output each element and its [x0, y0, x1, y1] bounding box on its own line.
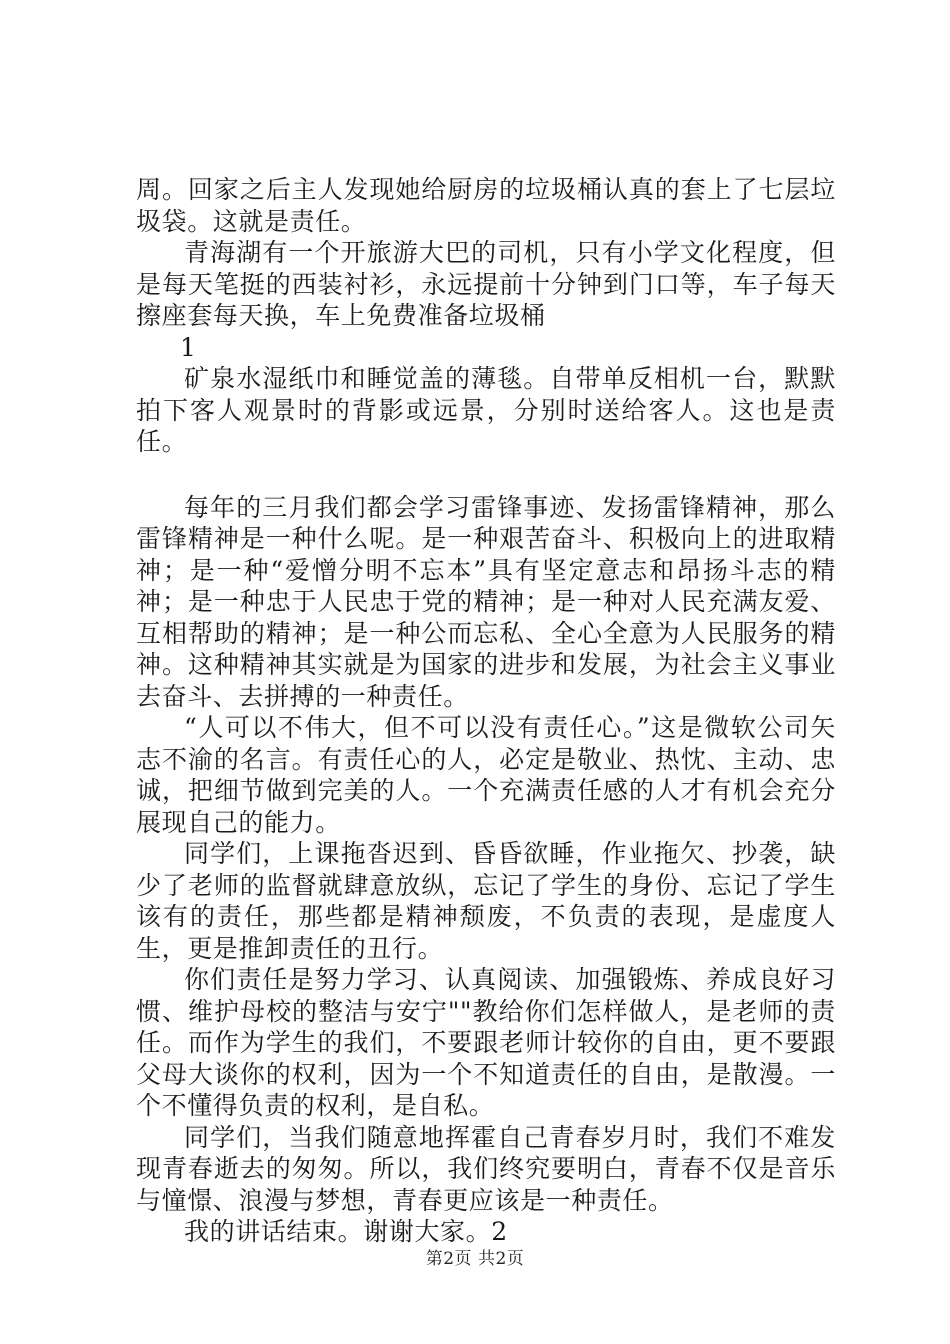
inline-page-marker: 1: [180, 332, 197, 362]
paragraph-closing: 我的讲话结束。谢谢大家。2: [184, 1217, 508, 1246]
paragraph-microsoft-quote: “人可以不伟大，但不可以没有责任心。”这是微软公司矢志不渝的名言。有责任心的人，必定是敬业、热忱、主动、忠诚，把细节做到完美的人。一个充满责任感的人才有机会充分展现自己的能力。: [136, 713, 836, 837]
paragraph-driver-continued: 矿泉水湿纸巾和睡觉盖的薄毯。自带单反相机一台，默默拍下客人观景时的背影或远景，分别时送给客人。这也是责任。: [136, 364, 836, 456]
paragraph-student-duty: 你们责任是努力学习、认真阅读、加强锻炼、养成良好习惯、维护母校的整洁与安宁""教给你们怎样做人，是老师的责任。而作为学生的我们，不要跟老师计较你的自由，更不要跟父母大谈你的权利，因为一个不知道责任的自由，是散漫。一个不懂得负责的权利，是自私。: [136, 965, 836, 1120]
page-footer: 第2页 共2页: [425, 1249, 525, 1269]
paragraph-gap: [136, 458, 836, 492]
paragraph-youth: 同学们，当我们随意地挥霍自己青春岁月时，我们不难发现青春逝去的匆匆。所以，我们终究要明白，青春不仅是音乐与憧憬、浪漫与梦想，青春更应该是一种责任。: [136, 1122, 836, 1215]
paragraph-lei-feng: 每年的三月我们都会学习雷锋事迹、发扬雷锋精神，那么雷锋精神是一种什么呢。是一种艰苦奋斗、积极向上的进取精神；是一种“爱憎分明不忘本”具有坚定意志和昂扬斗志的精神；是一种忠于人民忠于党的精神；是一种对人民充满友爱、互相帮助的精神；是一种公而忘私、全心全意为人民服务的精神。这种精神其实就是为国家的进步和发展，为社会主义事业去奋斗、去拼搏的一种责任。: [136, 492, 836, 711]
body-text: [136, 174, 836, 1248]
paragraph-bus-driver: 青海湖有一个开旅游大巴的司机，只有小学文化程度，但是每天笔挺的西装衬衫，永远提前十分钟到门口等，车子每天擦座套每天换，车上免费准备垃圾桶: [136, 238, 836, 330]
paragraph-continuation: 周。回家之后主人发现她给厨房的垃圾桶认真的套上了七层垃圾袋。这就是责任。: [136, 175, 836, 236]
paragraph-students-behavior: 同学们，上课拖沓迟到、昏昏欲睡，作业拖欠、抄袭，缺少了老师的监督就肆意放纵，忘记了学生的身份、忘记了学生该有的责任，那些都是精神颓废，不负责的表现，是虚度人生，更是推卸责任的丑行。: [136, 839, 836, 963]
